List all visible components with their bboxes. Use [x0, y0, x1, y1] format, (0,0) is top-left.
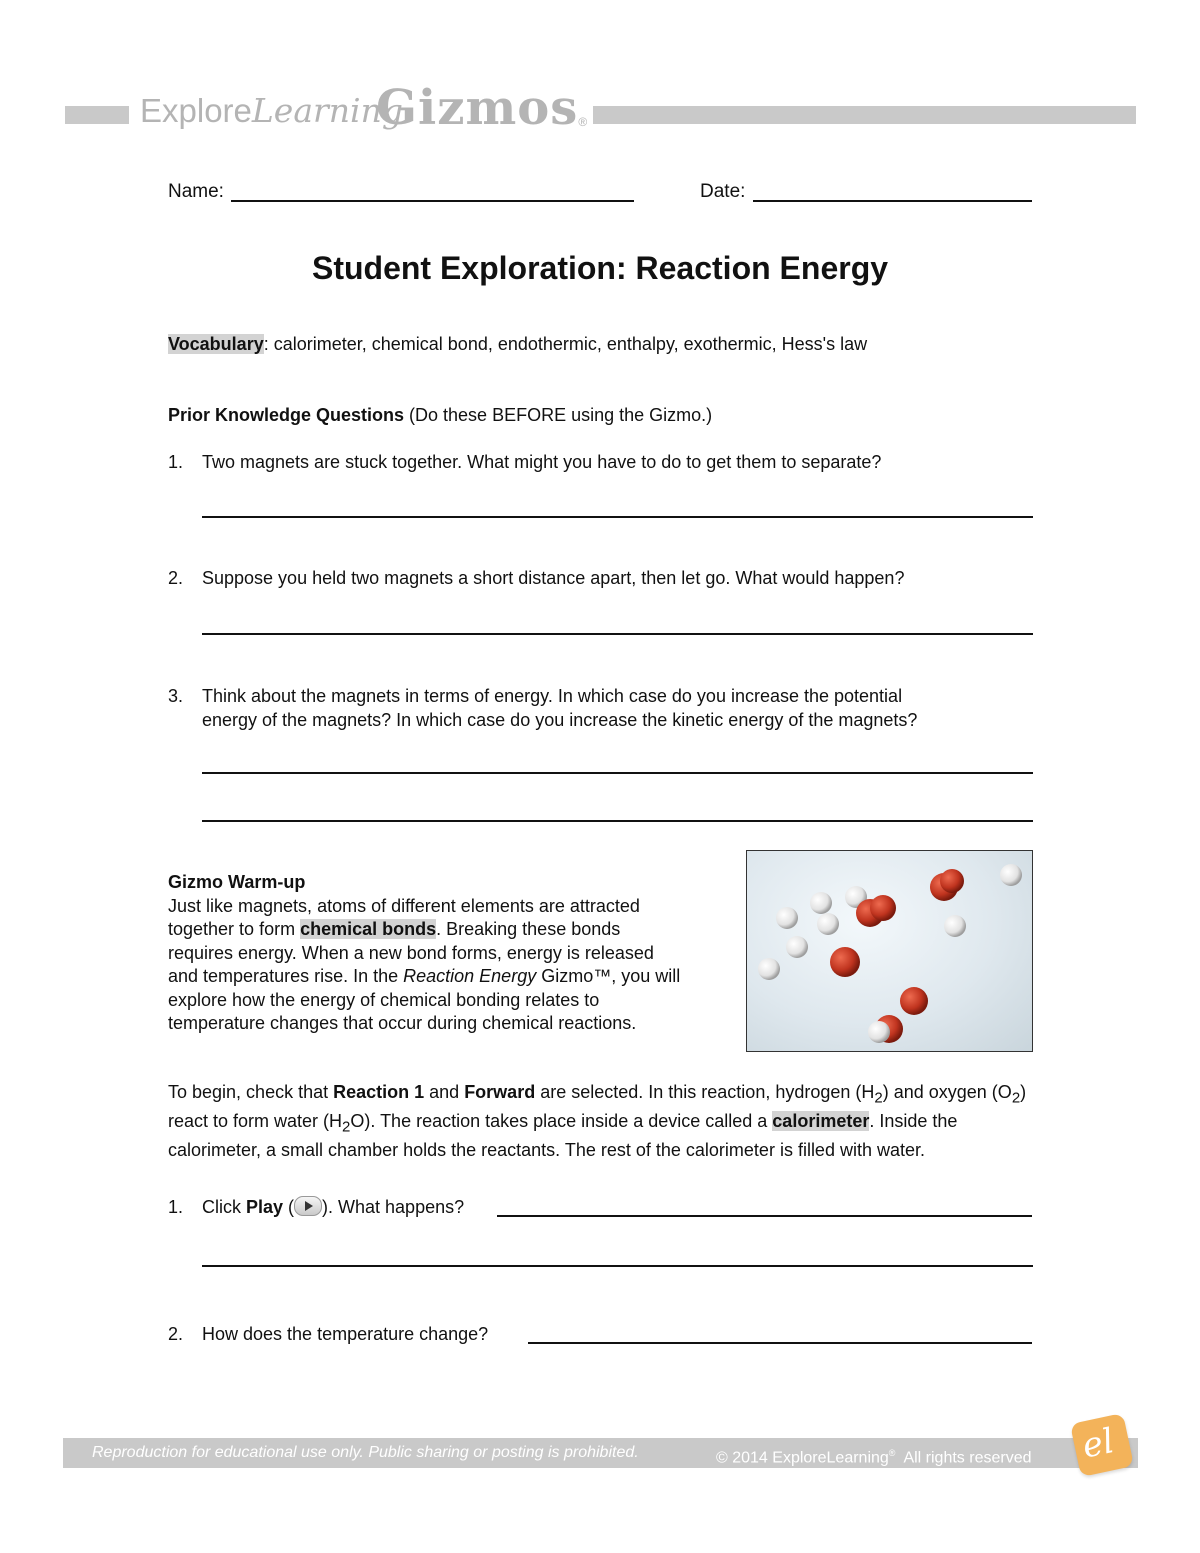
pk-answer-3b-line[interactable]: [202, 820, 1033, 822]
vocabulary-label: Vocabulary: [168, 334, 264, 354]
warmup-p2-part-g: . Inside the calorimeter, a small chamber holds the reactants. The rest of the calorimeter is filled with water.: [168, 1111, 958, 1161]
warmup-question-2-number: 2.: [168, 1324, 184, 1344]
footer-rights-text: All rights reserved: [895, 1449, 1032, 1467]
hydrogen-atom: [817, 913, 839, 935]
play-icon: [294, 1196, 322, 1216]
hydrogen-atom: [944, 915, 966, 937]
brand-learning-text: Learning: [251, 91, 403, 130]
molecules-svg: [747, 851, 1032, 1051]
hydrogen-atom: [1000, 864, 1022, 886]
warmup-q1-part-b: (: [283, 1197, 295, 1217]
header-bar-right: [593, 106, 1136, 124]
warmup-p1-part-c: Gizmo™, you will explore how the energy of chemical bonding relates to temperature changes that occur during chemical reactions.: [168, 966, 681, 1033]
term-chemical-bonds: chemical bonds: [300, 919, 437, 939]
pk-question-2-text: Suppose you held two magnets a short distance apart, then let go. What would happen?: [202, 568, 905, 588]
warmup-p2-part-b: and: [424, 1082, 465, 1102]
oxygen-atom: [940, 869, 964, 893]
logo-text: el: [1078, 1420, 1118, 1467]
brand-gizmos: [376, 78, 588, 138]
brand-explore-text: Explore: [140, 92, 252, 129]
warmup-gizmo-name: Reaction Energy: [403, 966, 537, 986]
pk-question-3-line-2: energy of the magnets? In which case do you increase the kinetic energy of the magnets?: [202, 709, 918, 730]
term-calorimeter: calorimeter: [772, 1111, 870, 1132]
oxygen-atom: [830, 947, 860, 977]
hydrogen-atom: [776, 907, 798, 929]
warmup-p2-part-f: O). The reaction takes place inside a device called a: [350, 1111, 773, 1132]
prior-knowledge-title: Prior Knowledge Questions: [168, 405, 405, 425]
warmup-p2-part-a: To begin, check that: [168, 1082, 334, 1102]
brand-reg-mark: ®: [578, 115, 589, 129]
footer-copyright-text: © 2014 ExploreLearning: [716, 1449, 889, 1467]
footer-reproduction-notice: Reproduction for educational use only. Public sharing or posting is prohibited.: [92, 1444, 639, 1461]
warmup-answer-1a-line[interactable]: [497, 1215, 1032, 1217]
name-label: Name:: [168, 181, 224, 202]
warmup-answer-1b-line[interactable]: [202, 1265, 1033, 1267]
warmup-p1-part-a: Just like magnets, atoms of different elements are attracted together to form: [168, 895, 640, 939]
pk-question-1-number: 1.: [168, 452, 184, 472]
warmup-p2-part-e: ) react to form water (H: [168, 1082, 1027, 1132]
hydrogen-atom: [868, 1021, 890, 1043]
warmup-heading: Gizmo Warm-up: [168, 872, 306, 892]
warmup-q1-part-a: Click: [202, 1197, 246, 1217]
page-title: Student Exploration: Reaction Energy: [311, 250, 889, 286]
oxygen-atom: [900, 987, 928, 1015]
pk-answer-3a-line[interactable]: [202, 772, 1033, 774]
warmup-section: [168, 871, 708, 1036]
brand-gizmos-text: Gizmos: [376, 80, 579, 136]
warmup-p1-part-b: . Breaking these bonds requires energy. When a new bond forms, energy is released and temperatures rise. In the: [168, 919, 654, 986]
oxygen-atom: [870, 895, 896, 921]
warmup-q1-part-c: ). What happens?: [322, 1197, 465, 1217]
forward-label: Forward: [464, 1082, 536, 1102]
warmup-answer-2-line[interactable]: [528, 1342, 1032, 1344]
subscript-h2: 2: [874, 1089, 883, 1107]
prior-knowledge-note: (Do these BEFORE using the Gizmo.): [404, 405, 713, 425]
date-field[interactable]: [753, 200, 1032, 202]
pk-answer-2-line[interactable]: [202, 633, 1033, 635]
play-label: Play: [246, 1197, 284, 1217]
pk-answer-1-line[interactable]: [202, 516, 1033, 518]
pk-question-3-number: 3.: [168, 686, 184, 706]
vocabulary-line: [168, 333, 867, 357]
warmup-p2-part-d: ) and oxygen (O: [882, 1082, 1012, 1102]
vocabulary-terms: calorimeter, chemical bond, endothermic, enthalpy, exothermic, Hess's law: [268, 334, 868, 354]
warmup-paragraph-1: [168, 895, 688, 1036]
explorelearning-logo-icon: [1070, 1413, 1134, 1477]
hydrogen-atom: [786, 936, 808, 958]
hydrogen-atom: [810, 892, 832, 914]
pk-question-2-number: 2.: [168, 568, 184, 588]
pk-question-3-text: [202, 685, 1032, 732]
warmup-paragraph-2: [168, 1081, 1033, 1163]
pk-question-1-text: Two magnets are stuck together. What might you have to do to get them to separate?: [202, 452, 882, 472]
reaction-1-label: Reaction 1: [333, 1082, 425, 1102]
prior-knowledge-heading: [168, 404, 712, 428]
footer-reg-mark: ®: [888, 1448, 896, 1458]
warmup-question-1-text: [202, 1196, 464, 1220]
molecules-image: [746, 850, 1033, 1052]
warmup-p2-part-c: are selected. In this reaction, hydrogen (H: [535, 1082, 875, 1102]
warmup-question-2-text: How does the temperature change?: [202, 1324, 489, 1344]
pk-question-3-line-1: Think about the magnets in terms of energy. In which case do you increase the potential: [202, 686, 903, 706]
subscript-o2: 2: [1011, 1089, 1021, 1107]
warmup-question-1-number: 1.: [168, 1197, 184, 1217]
brand-explorelearning: [140, 86, 403, 136]
hydrogen-atom: [758, 958, 780, 980]
name-field[interactable]: [231, 200, 634, 202]
vocabulary-colon: :: [263, 334, 269, 354]
subscript-h2o: 2: [342, 1118, 351, 1136]
header-bar-left: [65, 106, 129, 124]
footer-copyright: [716, 1441, 1032, 1470]
date-label: Date:: [700, 181, 746, 202]
